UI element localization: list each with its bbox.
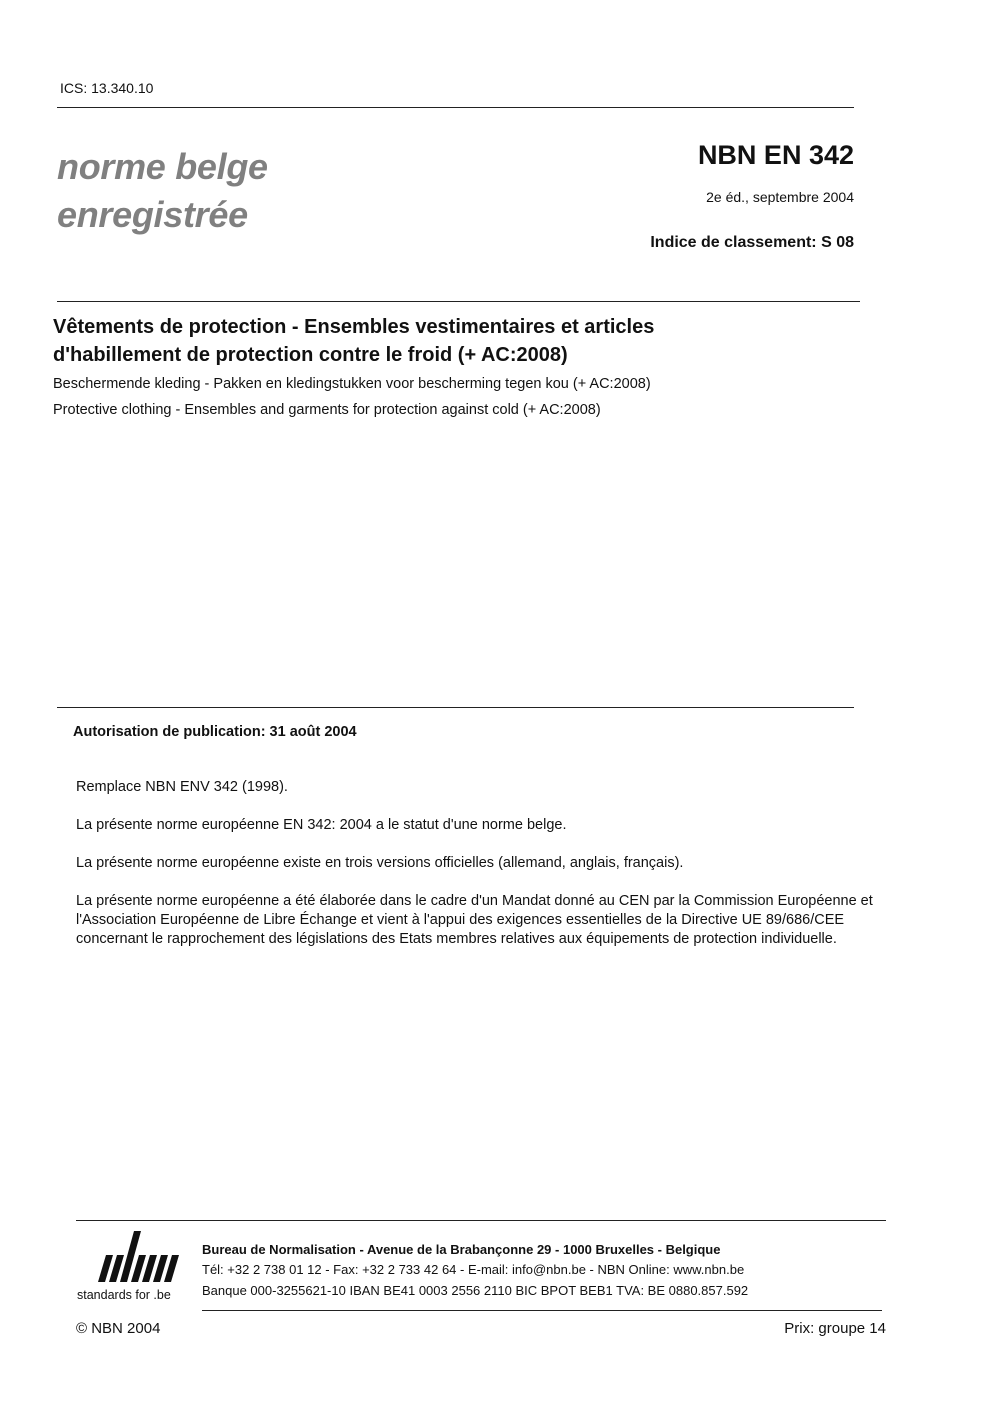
paragraph-status: La présente norme européenne EN 342: 2004 a le statut d'une norme belge. — [76, 817, 567, 833]
publication-authorization: Autorisation de publication: 31 août 2004 — [73, 724, 357, 740]
norme-line-1: norme belge — [57, 146, 268, 187]
body-divider — [57, 707, 854, 708]
title-french-line-1: Vêtements de protection - Ensembles vestimentaires et articles — [53, 316, 655, 338]
footer-bottom-divider — [202, 1310, 882, 1311]
norme-line-2: enregistrée — [57, 194, 248, 235]
header-divider — [57, 107, 854, 108]
paragraph-replaces: Remplace NBN ENV 342 (1998). — [76, 779, 288, 795]
title-french-line-2: d'habillement de protection contre le froid (+ AC:2008) — [53, 344, 568, 366]
title-english: Protective clothing - Ensembles and garments for protection against cold (+ AC:2008) — [53, 402, 601, 418]
norme-belge-title — [57, 143, 268, 239]
ics-code: ICS: 13.340.10 — [60, 80, 154, 96]
paragraph-mandate: La présente norme européenne a été élaborée dans le cadre d'un Mandat donné au CEN par la Commission Européenne et l'Association Européenne de Libre Échange et vient à l'appui des exigences essentielles de la Directive UE 89/686/CEE concernant le rapprochement des législations des Etats membres relatives aux équipements de protection individuelle. — [76, 893, 873, 947]
copyright: © NBN 2004 — [76, 1320, 161, 1337]
price-group: Prix: groupe 14 — [784, 1320, 886, 1337]
paragraph-versions: La présente norme européenne existe en trois versions officielles (allemand, anglais, français). — [76, 855, 684, 871]
title-dutch: Beschermende kleding - Pakken en kledingstukken voor bescherming tegen kou (+ AC:2008) — [53, 376, 651, 392]
standard-number: NBN EN 342 — [697, 140, 854, 170]
bank-info: Banque 000-3255621-10 IBAN BE41 0003 2556 2110 BIC BPOT BEB1 TVA: BE 0880.857.592 — [202, 1283, 749, 1298]
footer-top-divider — [76, 1220, 886, 1221]
edition-date: 2e éd., septembre 2004 — [706, 189, 854, 205]
title-french — [53, 313, 813, 369]
bureau-address: Bureau de Normalisation - Avenue de la Brabançonne 29 - 1000 Bruxelles - Belgique — [202, 1242, 721, 1257]
contact-info: Tél: +32 2 738 01 12 - Fax: +32 2 733 42 64 - E-mail: info@nbn.be - NBN Online: www.nbn.be — [202, 1262, 745, 1277]
classification-index: Indice de classement: S 08 — [650, 234, 854, 251]
title-divider — [57, 301, 860, 302]
logo-tagline: standards for .be — [77, 1288, 171, 1302]
